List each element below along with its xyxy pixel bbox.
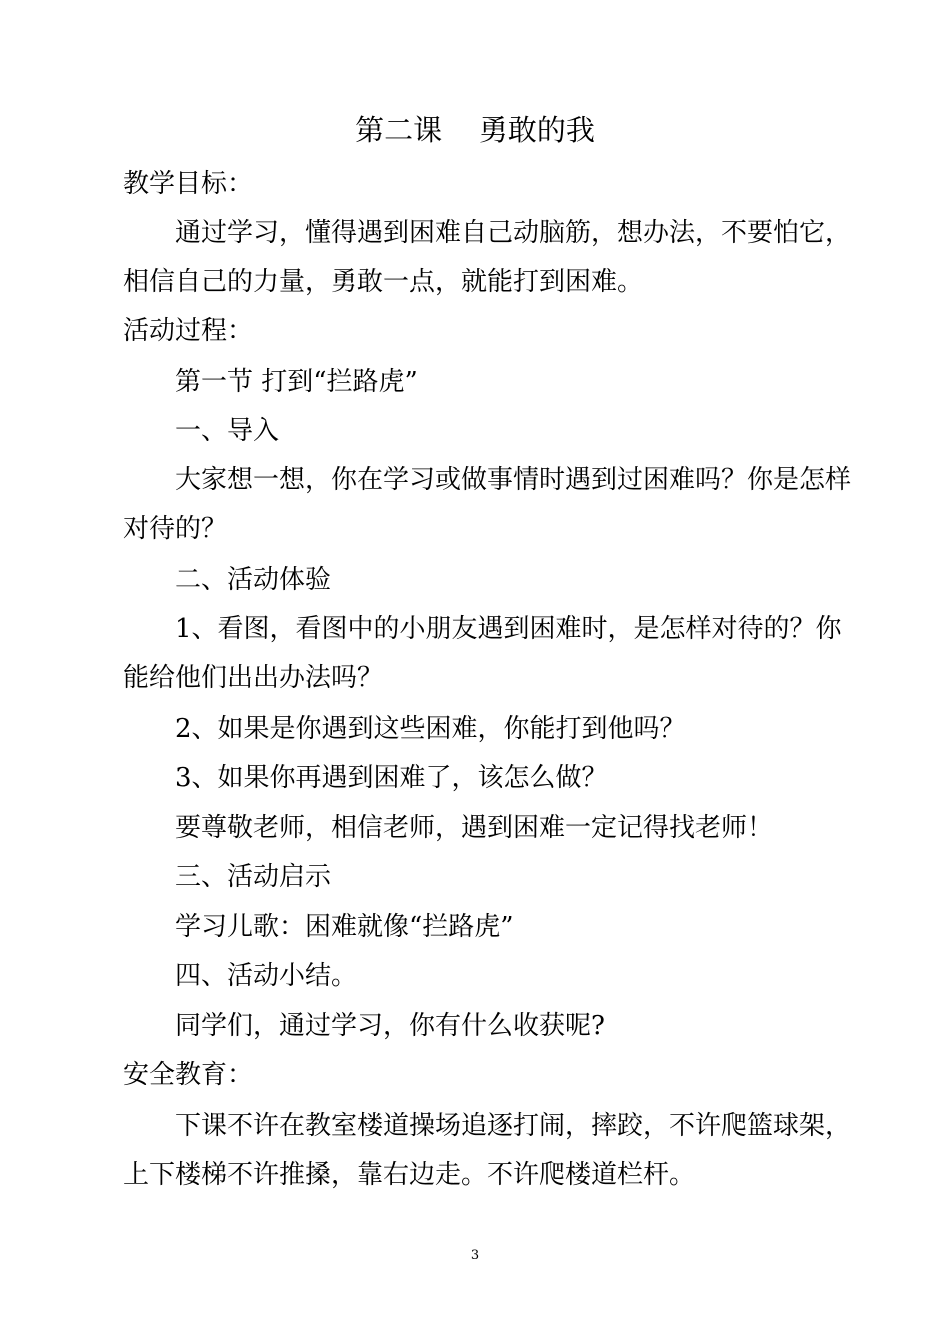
section-heading-safety: 安全教育： [123,1060,254,1090]
subsection-heading: 第一节 打到“拦路虎” [175,367,418,397]
page-number: 3 [470,1248,480,1263]
step-heading: 三、活动启示 [175,862,332,892]
step-heading: 四、活动小结。 [175,961,358,991]
section-heading-objectives: 教学目标： [123,169,254,199]
paragraph-line: 学习儿歌：困难就像“拦路虎” [175,912,514,942]
paragraph-line: 通过学习，懂得遇到困难自己动脑筋，想办法，不要怕它， [175,218,852,248]
paragraph-line: 要尊敬老师，相信老师，遇到困难一定记得找老师！ [175,813,774,843]
step-heading: 一、导入 [175,416,280,446]
page-title: 第二课 勇敢的我 [355,113,595,147]
paragraph-line: 相信自己的力量，勇敢一点，就能打到困难。 [123,267,644,297]
paragraph-line: 上下楼梯不许推搡，靠右边走。不许爬楼道栏杆。 [123,1160,696,1190]
section-heading-process: 活动过程： [123,316,254,346]
paragraph-line: 3、如果你再遇到困难了，该怎么做？ [175,763,608,793]
paragraph-line: 2、如果是你遇到这些困难，你能打到他吗？ [175,714,686,744]
paragraph-line: 对待的？ [123,514,228,544]
paragraph-line: 下课不许在教室楼道操场追逐打闹，摔跤，不许爬篮球架， [175,1111,852,1141]
paragraph-line: 同学们，通过学习，你有什么收获呢? [175,1011,605,1041]
step-heading: 二、活动体验 [175,565,332,595]
paragraph-line: 1、看图，看图中的小朋友遇到困难时，是怎样对待的？你 [175,614,842,644]
paragraph-line: 大家想一想，你在学习或做事情时遇到过困难吗？你是怎样 [175,465,852,495]
paragraph-line: 能给他们出出办法吗？ [123,663,384,693]
